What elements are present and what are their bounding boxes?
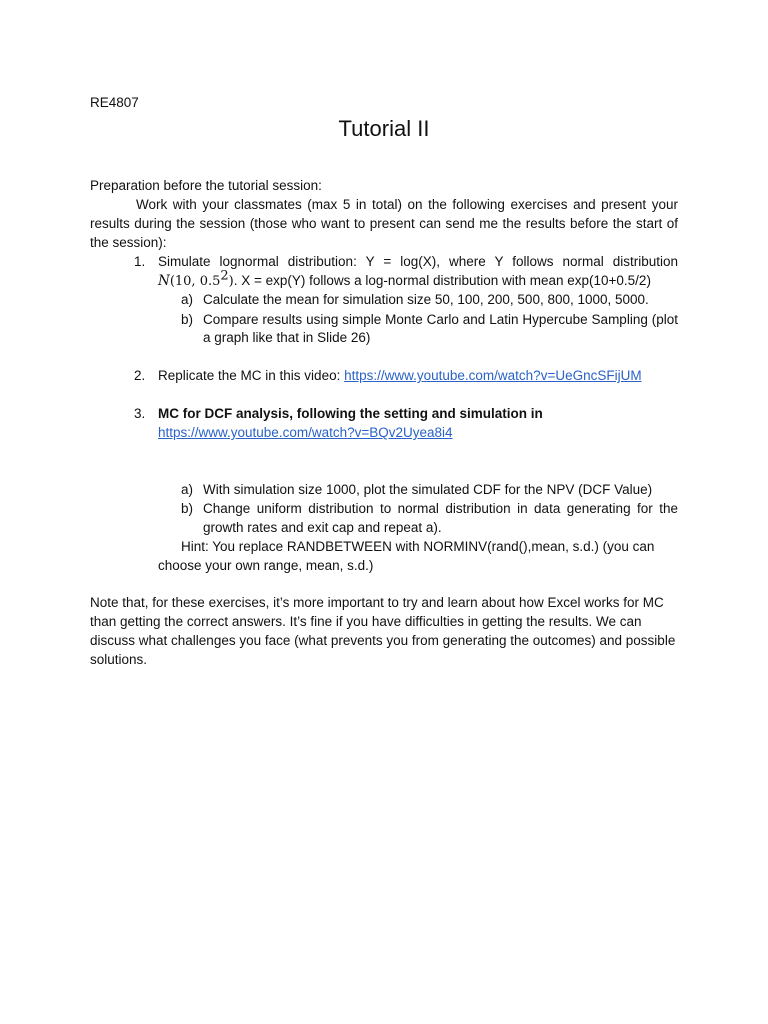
item-3-number: 3. <box>134 406 146 421</box>
item-3a-letter: a) <box>181 482 194 497</box>
item-3b-line1: Change uniform distribution to normal distribution in data generating for the <box>203 501 678 516</box>
page-title: Tutorial II <box>338 116 430 141</box>
item-1a-letter: a) <box>181 292 194 307</box>
item-3-link-line <box>158 423 678 442</box>
math-n-symbol: N <box>158 273 170 289</box>
hint-line2: choose your own range, mean, s.d.) <box>158 558 374 573</box>
item-1-number: 1. <box>134 254 146 269</box>
hint-line1: Hint: You replace RANDBETWEEN with NORMINV(rand(),mean, s.d.) (you can <box>181 539 655 554</box>
item-1b-letter: b) <box>181 312 194 327</box>
item-1-line1: Simulate lognormal distribution: Y = log(X), where Y follows normal distribution <box>158 254 678 269</box>
video-link-2[interactable]: https://www.youtube.com/watch?v=BQv2Uyea8i4 <box>158 425 453 440</box>
item-1-line2-rest: . X = exp(Y) follows a log-normal distribution with mean exp(10+0.5/2) <box>233 273 651 288</box>
item-2-text: Replicate the MC in this video: <box>158 368 345 383</box>
video-link-1[interactable]: https://www.youtube.com/watch?v=UeGncSFijUM <box>344 368 642 383</box>
item-3-heading: MC for DCF analysis, following the setting and simulation in <box>158 406 543 421</box>
item-1-line2 <box>158 268 678 291</box>
math-args-close: ) <box>228 274 234 289</box>
prep-paragraph: Work with your classmates (max 5 in total) on the following exercises and present your results during the session (those who want to present can send me the results before the start of the session): <box>90 197 678 250</box>
item-2-line <box>158 366 678 385</box>
item-1b-line2: a graph like that in Slide 26) <box>203 330 371 345</box>
item-2-number: 2. <box>134 368 146 383</box>
prep-heading: Preparation before the tutorial session: <box>90 178 322 193</box>
closing-note: Note that, for these exercises, it’s more important to try and learn about how Excel works for MC than getting the correct answers. It’s fine if you have difficulties in getting the results. We can discuss what challenges you face (what prevents you from generating the outcomes) and possible solutions. <box>90 595 676 667</box>
item-3b-line2: growth rates and exit cap and repeat a). <box>203 520 442 535</box>
item-1b-line1: Compare results using simple Monte Carlo and Latin Hypercube Sampling (plot <box>203 312 678 327</box>
math-superscript: 2 <box>220 268 229 284</box>
item-1a-text: Calculate the mean for simulation size 50, 100, 200, 500, 800, 1000, 5000. <box>203 292 649 307</box>
course-code: RE4807 <box>90 95 139 110</box>
item-3a-text: With simulation size 1000, plot the simulated CDF for the NPV (DCF Value) <box>203 482 653 497</box>
math-args-open: (10, 0.5 <box>169 274 221 289</box>
item-3b-letter: b) <box>181 501 194 516</box>
